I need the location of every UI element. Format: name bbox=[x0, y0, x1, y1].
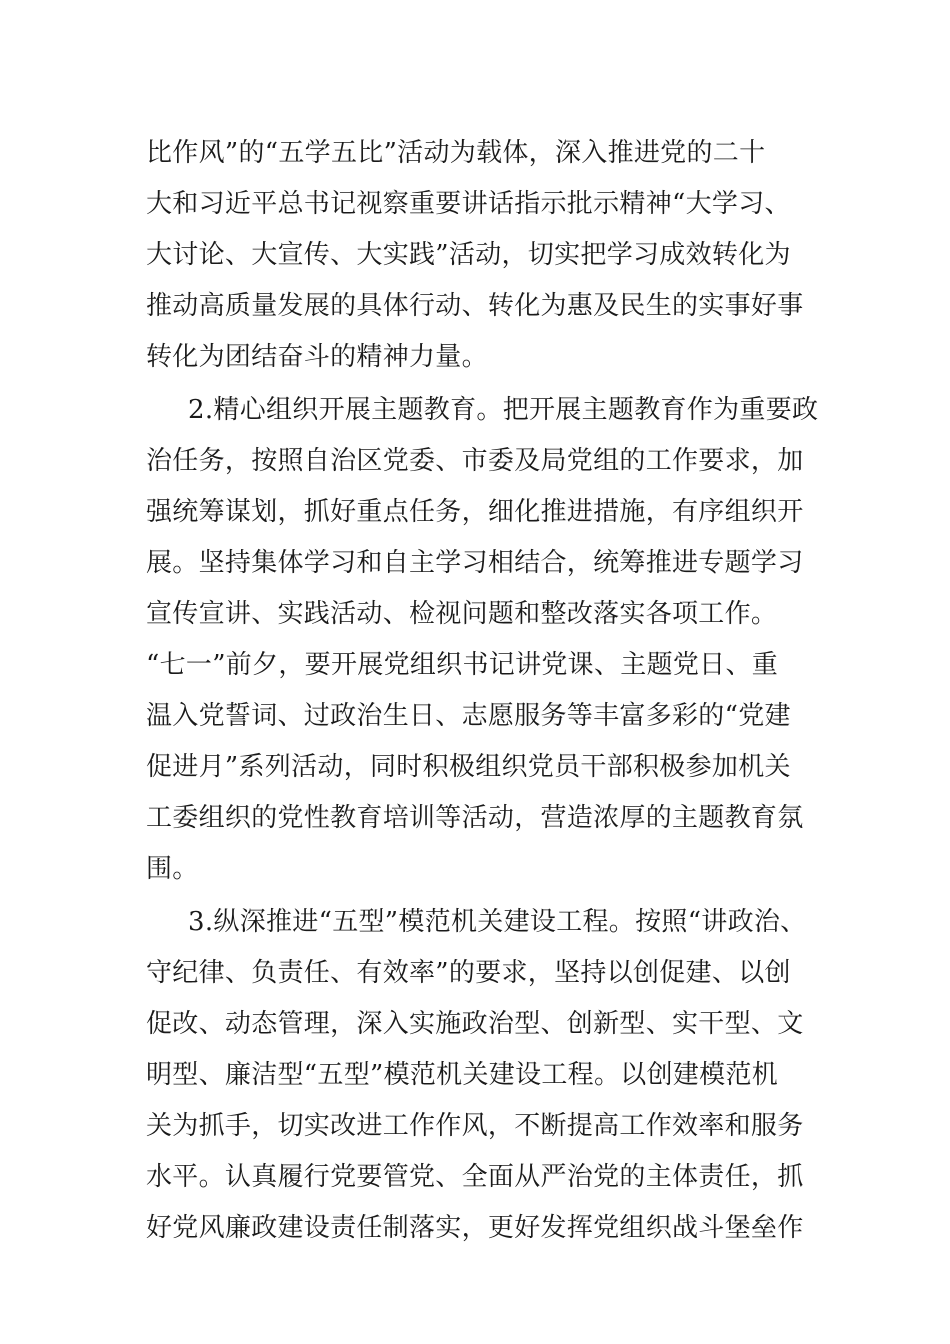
text-line: 关为抓手，切实改进工作作风，不断提高工作效率和服务 bbox=[146, 1111, 804, 1141]
text-line: 守纪律、负责任、有效率”的要求，坚持以创促建、以创 bbox=[146, 958, 791, 988]
text-line: “七一”前夕，要开展党组织书记讲党课、主题党日、重 bbox=[146, 650, 779, 680]
text-line: 强统筹谋划，抓好重点任务，细化推进措施，有序组织开 bbox=[146, 497, 804, 527]
text-line: 围。 bbox=[146, 854, 199, 884]
text-line: 比作风”的“五学五比”活动为载体，深入推进党的二十 bbox=[146, 138, 766, 168]
paragraph-3 bbox=[146, 897, 810, 1254]
body-text bbox=[146, 128, 819, 1254]
text-line: 2.精心组织开展主题教育。把开展主题教育作为重要政 bbox=[188, 395, 819, 425]
text-line: 推动高质量发展的具体行动、转化为惠及民生的实事好事 bbox=[146, 291, 804, 321]
text-line: 工委组织的党性教育培训等活动，营造浓厚的主题教育氛 bbox=[146, 803, 804, 833]
paragraph-2 bbox=[146, 385, 819, 895]
text-line: 促改、动态管理，深入实施政治型、创新型、实干型、文 bbox=[146, 1009, 804, 1039]
text-line: 明型、廉洁型“五型”模范机关建设工程。以创建模范机 bbox=[146, 1060, 779, 1090]
text-line: 大讨论、大宣传、大实践”活动，切实把学习成效转化为 bbox=[146, 240, 791, 270]
text-line: 治任务，按照自治区党委、市委及局党组的工作要求，加 bbox=[146, 446, 804, 476]
text-line: 3.纵深推进“五型”模范机关建设工程。按照“讲政治、 bbox=[188, 907, 807, 937]
text-line: 促进月”系列活动，同时积极组织党员干部积极参加机关 bbox=[146, 752, 791, 782]
text-line: 宣传宣讲、实践活动、检视问题和整改落实各项工作。 bbox=[146, 599, 778, 629]
text-line: 展。坚持集体学习和自主学习相结合，统筹推进专题学习 bbox=[146, 548, 804, 578]
text-line: 好党风廉政建设责任制落实，更好发挥党组织战斗堡垒作 bbox=[146, 1213, 804, 1243]
paragraph-1 bbox=[146, 128, 810, 383]
text-line: 水平。认真履行党要管党、全面从严治党的主体责任，抓 bbox=[146, 1162, 804, 1192]
text-line: 大和习近平总书记视察重要讲话指示批示精神“大学习、 bbox=[146, 189, 791, 219]
text-line: 转化为团结奋斗的精神力量。 bbox=[146, 342, 488, 372]
text-line: 温入党誓词、过政治生日、志愿服务等丰富多彩的“党建 bbox=[146, 701, 791, 731]
